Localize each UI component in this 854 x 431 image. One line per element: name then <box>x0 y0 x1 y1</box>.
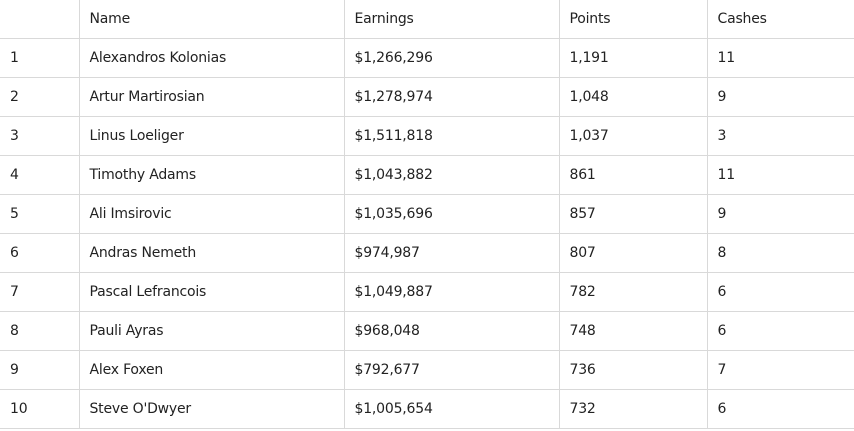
rank-cell: 9 <box>0 351 79 390</box>
table-row <box>0 351 854 390</box>
column-header-points: Points <box>559 0 707 39</box>
column-header-cashes: Cashes <box>707 0 854 39</box>
header-row <box>0 0 854 39</box>
rank-cell: 3 <box>0 117 79 156</box>
player-name-cell: Pascal Lefrancois <box>79 273 344 312</box>
cashes-cell: 6 <box>707 390 854 429</box>
earnings-cell: $792,677 <box>344 351 559 390</box>
points-cell: 861 <box>559 156 707 195</box>
player-name-cell: Timothy Adams <box>79 156 344 195</box>
cashes-cell: 6 <box>707 273 854 312</box>
points-cell: 782 <box>559 273 707 312</box>
table-row <box>0 390 854 429</box>
player-name-cell: Alexandros Kolonias <box>79 39 344 78</box>
rank-cell: 7 <box>0 273 79 312</box>
table-row <box>0 312 854 351</box>
rank-cell: 6 <box>0 234 79 273</box>
earnings-cell: $1,035,696 <box>344 195 559 234</box>
earnings-cell: $1,005,654 <box>344 390 559 429</box>
points-cell: 1,037 <box>559 117 707 156</box>
player-name-cell: Artur Martirosian <box>79 78 344 117</box>
points-cell: 1,048 <box>559 78 707 117</box>
cashes-cell: 7 <box>707 351 854 390</box>
cashes-cell: 9 <box>707 78 854 117</box>
cashes-cell: 8 <box>707 234 854 273</box>
table-row <box>0 117 854 156</box>
earnings-cell: $1,511,818 <box>344 117 559 156</box>
column-header-earnings: Earnings <box>344 0 559 39</box>
rank-cell: 2 <box>0 78 79 117</box>
rank-cell: 10 <box>0 390 79 429</box>
cashes-cell: 11 <box>707 156 854 195</box>
player-name-cell: Ali Imsirovic <box>79 195 344 234</box>
table-row <box>0 234 854 273</box>
earnings-cell: $1,266,296 <box>344 39 559 78</box>
earnings-cell: $1,043,882 <box>344 156 559 195</box>
earnings-cell: $974,987 <box>344 234 559 273</box>
points-cell: 736 <box>559 351 707 390</box>
table-row <box>0 195 854 234</box>
cashes-cell: 3 <box>707 117 854 156</box>
cashes-cell: 9 <box>707 195 854 234</box>
column-header-rank <box>0 0 79 39</box>
table-row <box>0 78 854 117</box>
points-cell: 732 <box>559 390 707 429</box>
earnings-cell: $1,278,974 <box>344 78 559 117</box>
points-cell: 857 <box>559 195 707 234</box>
cashes-cell: 6 <box>707 312 854 351</box>
cashes-cell: 11 <box>707 39 854 78</box>
column-header-name: Name <box>79 0 344 39</box>
player-name-cell: Linus Loeliger <box>79 117 344 156</box>
rank-cell: 4 <box>0 156 79 195</box>
rank-cell: 1 <box>0 39 79 78</box>
table-row <box>0 156 854 195</box>
points-cell: 807 <box>559 234 707 273</box>
rank-cell: 8 <box>0 312 79 351</box>
player-name-cell: Alex Foxen <box>79 351 344 390</box>
points-cell: 748 <box>559 312 707 351</box>
player-name-cell: Steve O'Dwyer <box>79 390 344 429</box>
points-cell: 1,191 <box>559 39 707 78</box>
table-row <box>0 39 854 78</box>
rank-cell: 5 <box>0 195 79 234</box>
earnings-cell: $1,049,887 <box>344 273 559 312</box>
table-row <box>0 273 854 312</box>
player-name-cell: Pauli Ayras <box>79 312 344 351</box>
player-name-cell: Andras Nemeth <box>79 234 344 273</box>
earnings-cell: $968,048 <box>344 312 559 351</box>
